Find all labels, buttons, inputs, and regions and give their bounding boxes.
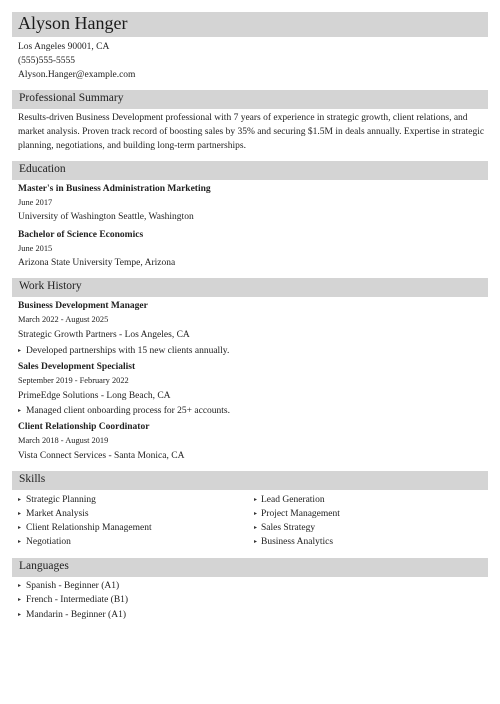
job-company: PrimeEdge Solutions - Long Beach, CA — [18, 391, 171, 401]
skills-section-header — [12, 471, 488, 490]
bullet-icon: ▸ — [18, 612, 22, 618]
school-name: Arizona State University Tempe, Arizona — [18, 258, 176, 268]
skill-item: Project Management — [261, 509, 340, 519]
skill-item: Client Relationship Management — [26, 523, 152, 533]
job-achievement: Developed partnerships with 15 new clients annually. — [26, 346, 230, 356]
bullet-icon: ▸ — [18, 497, 22, 503]
job-dates: September 2019 - February 2022 — [18, 376, 129, 385]
job-company: Strategic Growth Partners - Los Angeles, CA — [18, 330, 190, 340]
education-section-header — [12, 161, 488, 180]
bullet-icon: ▸ — [18, 597, 22, 603]
job-dates: March 2022 - August 2025 — [18, 315, 109, 324]
section-title: Languages — [19, 560, 69, 572]
skill-item: Market Analysis — [26, 509, 89, 519]
language-item: Mandarin - Beginner (A1) — [26, 610, 126, 620]
bullet-icon: ▸ — [18, 525, 22, 531]
bullet-icon: ▸ — [18, 348, 22, 354]
skill-item: Business Analytics — [261, 537, 334, 547]
section-title: Education — [19, 163, 66, 175]
job-dates: March 2018 - August 2019 — [18, 436, 109, 445]
degree-date: June 2017 — [18, 198, 53, 207]
job-role: Client Relationship Coordinator — [18, 422, 150, 432]
bullet-icon: ▸ — [18, 583, 22, 589]
bullet-icon: ▸ — [254, 497, 258, 503]
section-title: Work History — [19, 280, 82, 292]
bullet-icon: ▸ — [254, 525, 258, 531]
skill-item: Lead Generation — [261, 495, 325, 505]
bullet-icon: ▸ — [254, 511, 258, 517]
bullet-icon: ▸ — [18, 408, 22, 414]
skill-item: Strategic Planning — [26, 495, 96, 505]
contact-location: Los Angeles 90001, CA — [18, 42, 110, 52]
section-title: Skills — [19, 473, 46, 485]
contact-phone: (555)555-5555 — [18, 56, 75, 66]
summary-text: Results-driven Business Development professional with 7 years of experience in strategic growth, client relations, and market analysis. Proven track record of boosting sales by 35% and securing $1.5M in deals annually. Expertise in strategic planning, negotiations, and building long-term partnerships. — [18, 113, 485, 151]
job-role: Sales Development Specialist — [18, 362, 136, 372]
skill-item: Negotiation — [26, 537, 71, 547]
language-item: Spanish - Beginner (A1) — [26, 581, 120, 591]
degree-title: Master's in Business Administration Marketing — [18, 184, 211, 194]
summary-section-header — [12, 90, 488, 109]
section-title: Professional Summary — [19, 92, 124, 104]
languages-section-header — [12, 558, 488, 577]
name-header-bar — [12, 12, 488, 37]
bullet-icon: ▸ — [18, 539, 22, 545]
language-item: French - Intermediate (B1) — [26, 595, 129, 605]
job-role: Business Development Manager — [18, 301, 148, 311]
degree-title: Bachelor of Science Economics — [18, 230, 144, 240]
school-name: University of Washington Seattle, Washington — [18, 212, 194, 222]
skill-item: Sales Strategy — [261, 523, 316, 533]
bullet-icon: ▸ — [254, 539, 258, 545]
degree-date: June 2015 — [18, 244, 53, 253]
job-achievement: Managed client onboarding process for 25+ accounts. — [26, 406, 231, 416]
job-company: Vista Connect Services - Santa Monica, CA — [18, 451, 185, 461]
work-section-header — [12, 278, 488, 297]
contact-email: Alyson.Hanger@example.com — [18, 70, 136, 80]
bullet-icon: ▸ — [18, 511, 22, 517]
candidate-name: Alyson Hanger — [18, 13, 128, 33]
